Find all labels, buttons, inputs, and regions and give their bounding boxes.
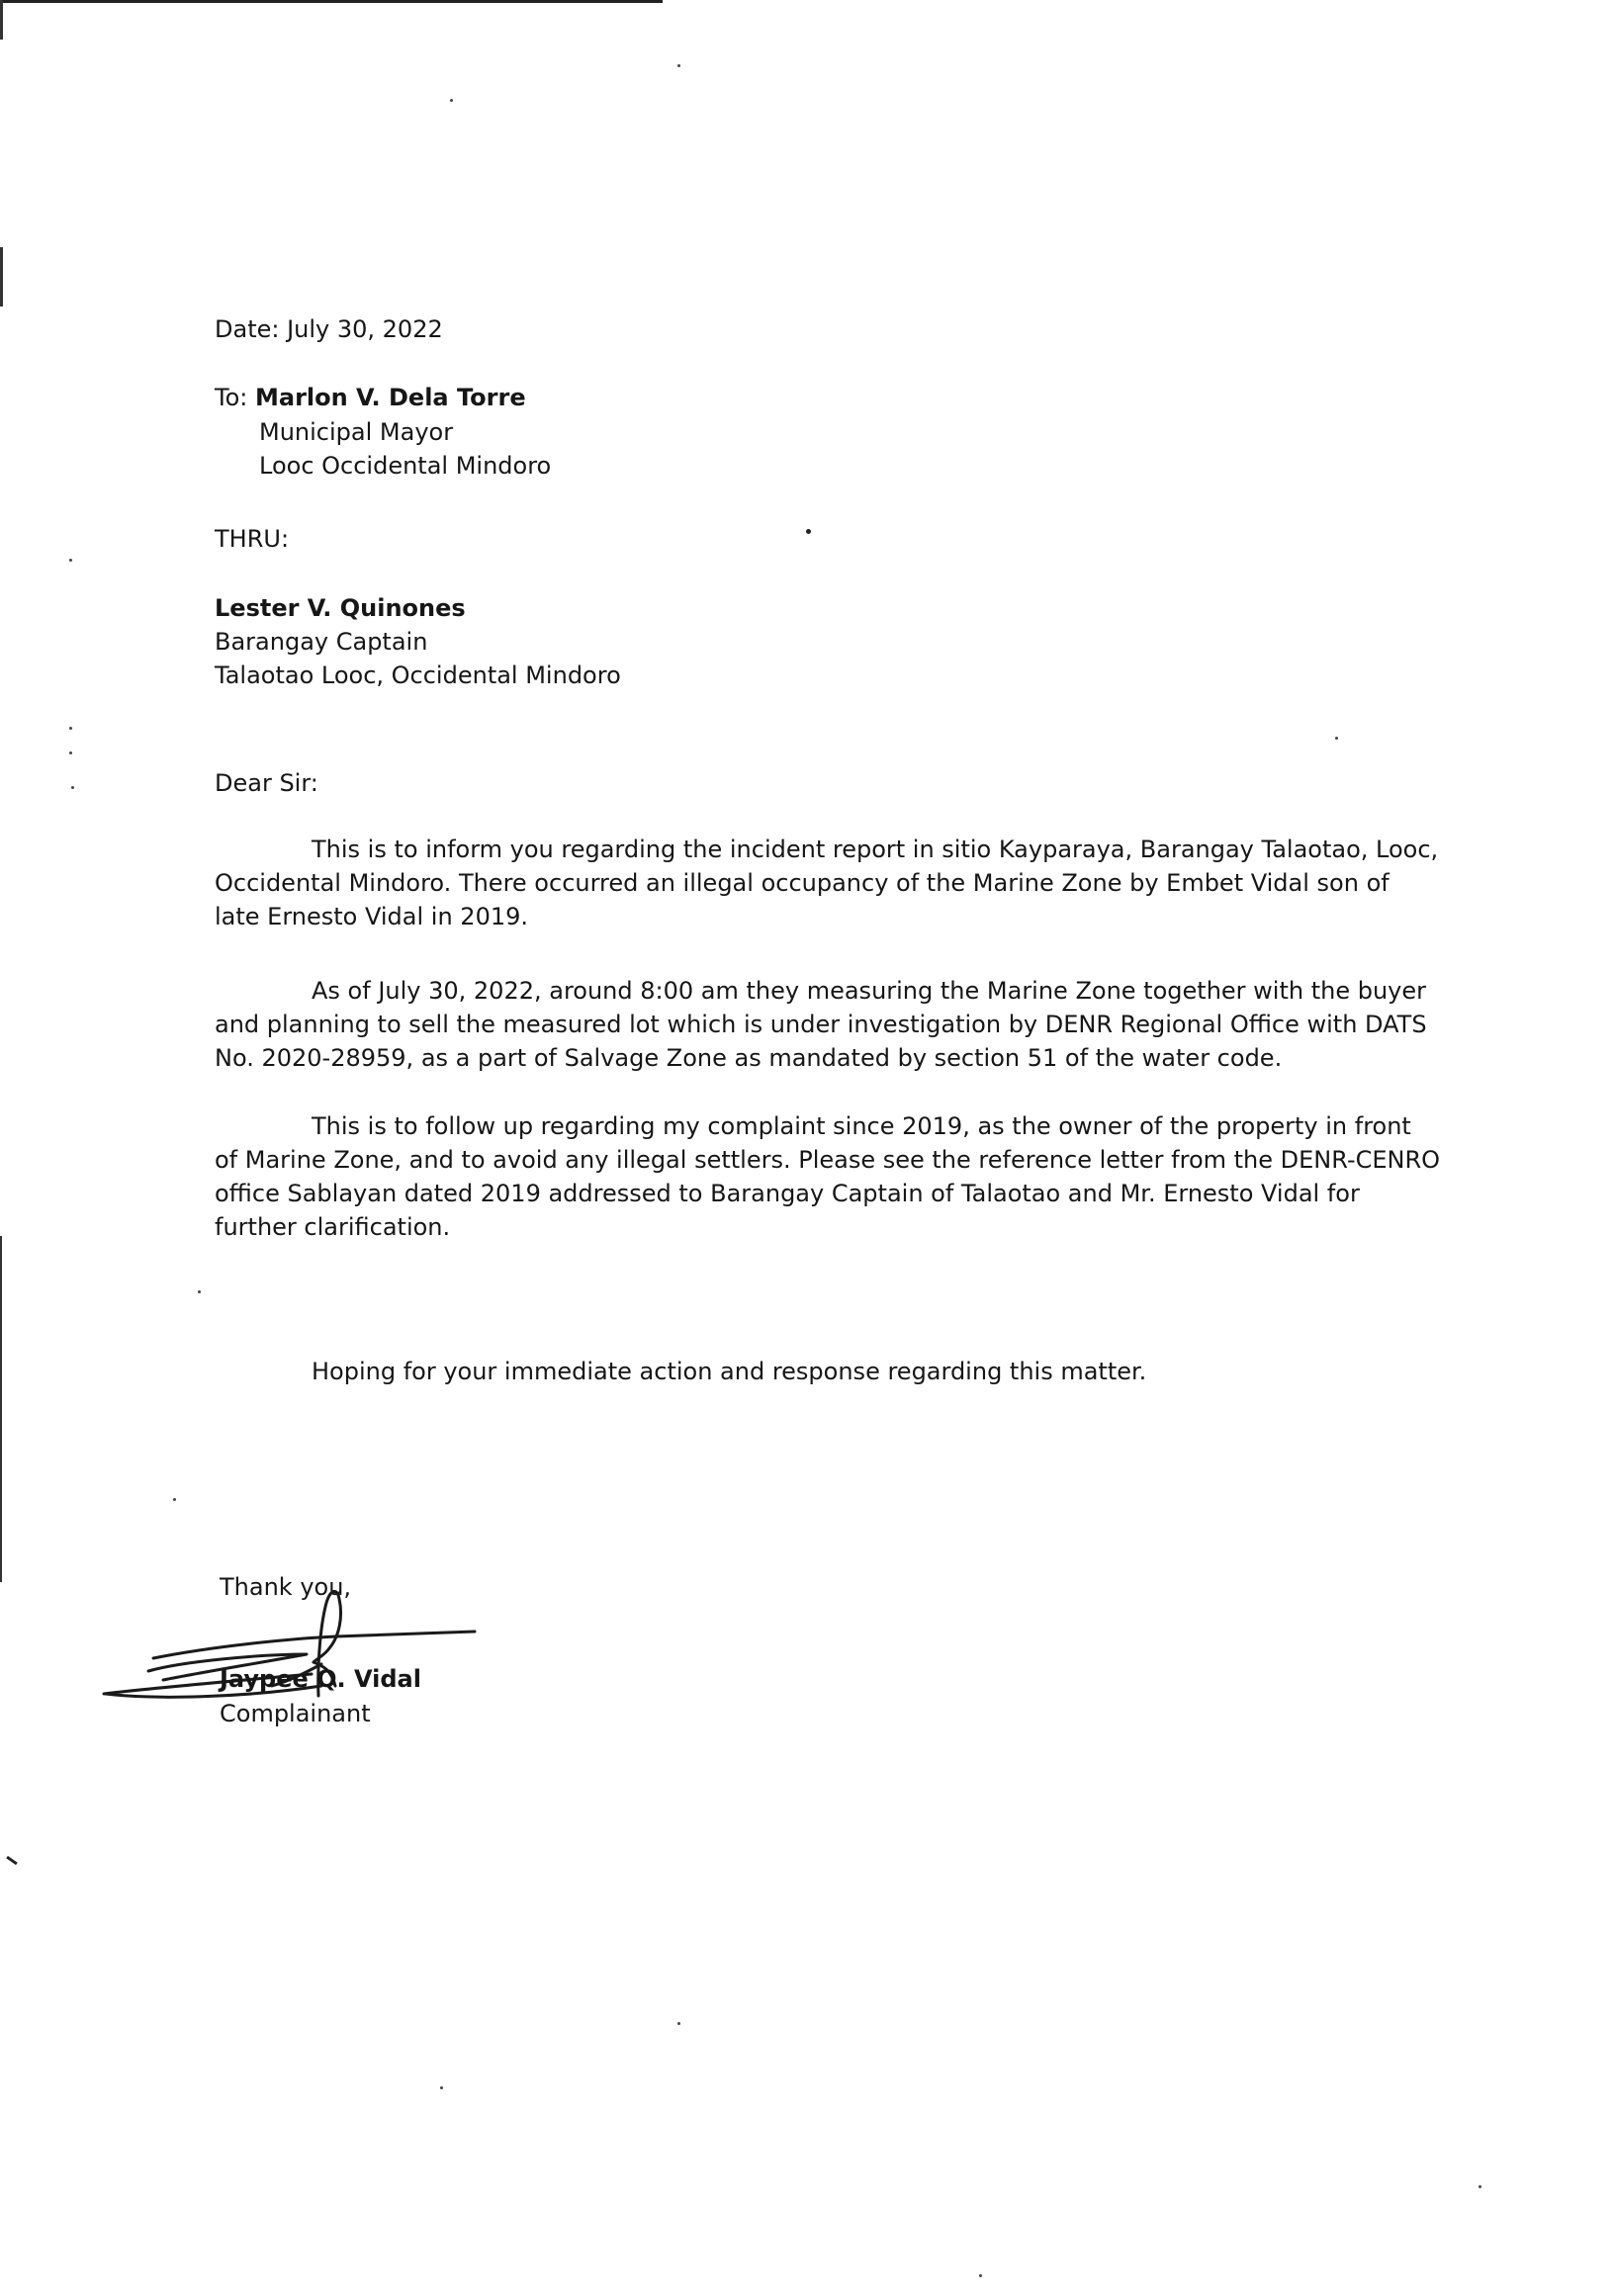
signatory-role: Complainant bbox=[220, 1700, 371, 1727]
scan-speck bbox=[69, 559, 72, 562]
thru-label: THRU: bbox=[215, 525, 290, 553]
scan-speck bbox=[806, 529, 811, 534]
scan-speck bbox=[677, 64, 680, 67]
scan-speck bbox=[1335, 737, 1338, 740]
body-paragraph-text: This is to inform you regarding the incident report in sitio Kayparaya, Barangay Talaotao, Looc, Occidental Mindoro. There occurred an illegal occupancy of the Marine Zone by Embet Vidal son of late Ernesto Vidal in 2019. bbox=[215, 836, 1439, 930]
scan-speck bbox=[69, 751, 72, 754]
scan-speck bbox=[440, 2086, 443, 2089]
letter-date: Date: July 30, 2022 bbox=[215, 315, 443, 343]
scan-speck bbox=[450, 99, 453, 102]
scan-speck bbox=[1479, 2185, 1481, 2188]
recipient-title: Municipal Mayor bbox=[259, 418, 454, 446]
recipient-line bbox=[215, 383, 526, 412]
scan-mark bbox=[6, 1856, 18, 1865]
scan-speck bbox=[71, 786, 74, 789]
salutation: Dear Sir: bbox=[215, 769, 318, 797]
body-paragraph bbox=[215, 833, 1441, 933]
scan-speck bbox=[173, 1498, 176, 1501]
closing: Thank you, bbox=[220, 1573, 352, 1601]
body-paragraph bbox=[215, 1109, 1441, 1244]
scan-speck bbox=[69, 727, 72, 730]
scan-edge-left bbox=[0, 247, 3, 307]
body-paragraph bbox=[215, 974, 1441, 1075]
closing-request: Hoping for your immediate action and response regarding this matter. bbox=[312, 1358, 1147, 1385]
scan-edge-left bbox=[0, 0, 3, 40]
scan-speck bbox=[979, 2274, 982, 2277]
signatory-name: Jaypee Q. Vidal bbox=[220, 1665, 421, 1693]
body-paragraph-text: As of July 30, 2022, around 8:00 am they measuring the Marine Zone together with the buyer and planning to sell the measured lot which is under investigation by DENR Regional Office with DATS No. 2020-28959, as a part of Salvage Zone as mandated by section 51 of the water code. bbox=[215, 977, 1427, 1072]
recipient-name: Marlon V. Dela Torre bbox=[254, 384, 526, 411]
scan-speck bbox=[677, 2022, 680, 2025]
scan-speck bbox=[198, 1290, 201, 1293]
thru-location: Talaotao Looc, Occidental Mindoro bbox=[215, 662, 621, 689]
thru-name: Lester V. Quinones bbox=[215, 594, 466, 622]
recipient-location: Looc Occidental Mindoro bbox=[259, 452, 552, 480]
body-paragraph-text: This is to follow up regarding my complaint since 2019, as the owner of the property in front of Marine Zone, and to avoid any illegal settlers. Please see the reference letter from the DENR-CENRO office Sablayan dated 2019 addressed to Barangay Captain of Talaotao and Mr. Ernesto Vidal for further clarification. bbox=[215, 1112, 1441, 1241]
scan-edge-top bbox=[0, 0, 663, 3]
thru-title: Barangay Captain bbox=[215, 628, 428, 656]
to-label: To: bbox=[215, 384, 255, 411]
scan-edge-left bbox=[0, 1236, 2, 1582]
